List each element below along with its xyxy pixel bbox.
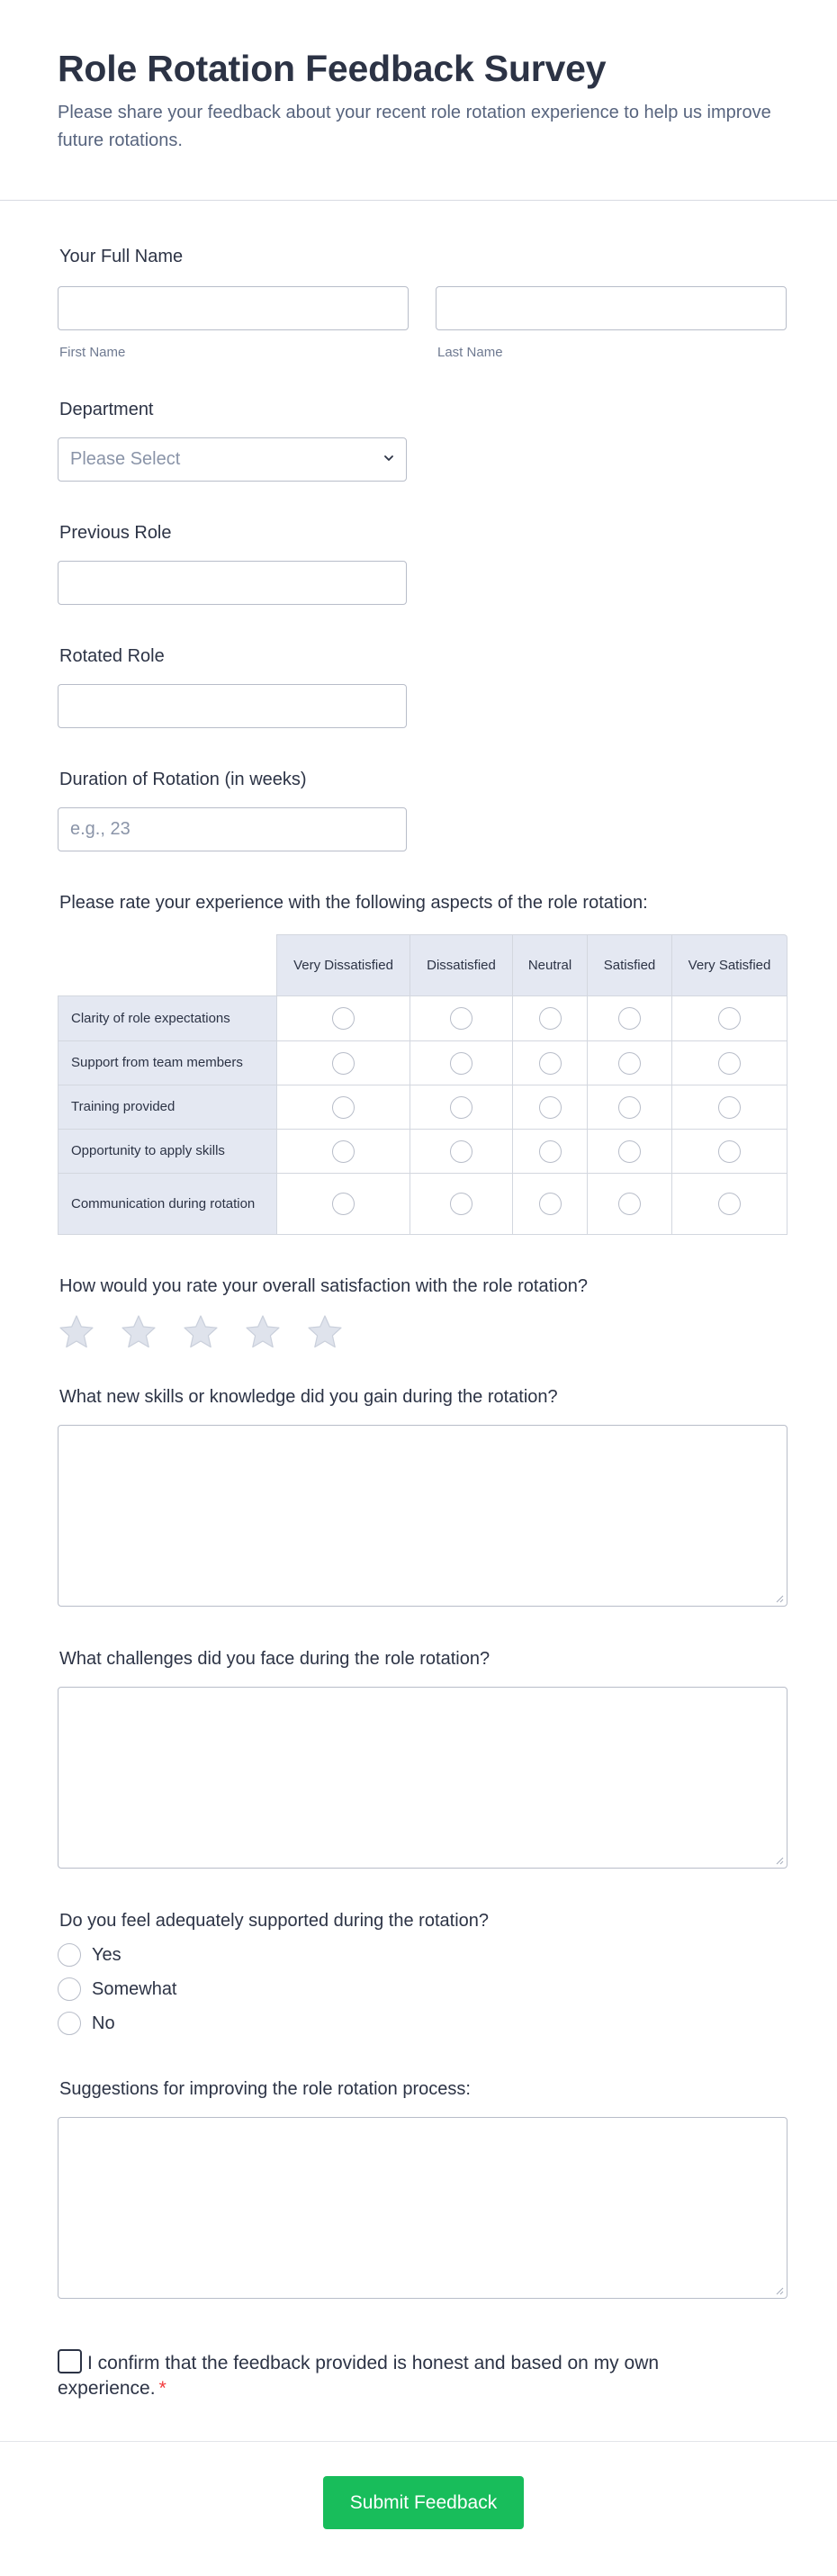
support-option-label: No bbox=[92, 2013, 115, 2033]
challenges-textarea[interactable] bbox=[58, 1687, 788, 1869]
last-name-sublabel: Last Name bbox=[437, 345, 503, 360]
matrix-radio[interactable] bbox=[332, 1007, 355, 1030]
department-select[interactable] bbox=[58, 437, 407, 482]
support-option-label: Somewhat bbox=[92, 1978, 177, 1999]
support-option-label: Yes bbox=[92, 1944, 122, 1965]
support-radio[interactable] bbox=[58, 2012, 81, 2035]
department-question bbox=[58, 398, 788, 482]
page-title: Role Rotation Feedback Survey bbox=[58, 48, 607, 89]
full-name-question bbox=[58, 245, 788, 360]
survey-form bbox=[0, 245, 837, 2401]
matrix-row bbox=[58, 1041, 788, 1085]
skills-label: What new skills or knowledge did you gain during the rotation? bbox=[59, 1387, 558, 1407]
matrix-radio[interactable] bbox=[718, 1140, 741, 1163]
support-label: Do you feel adequately supported during the rotation? bbox=[59, 1911, 490, 1931]
rotated-role-input[interactable] bbox=[58, 684, 407, 728]
matrix-radio[interactable] bbox=[332, 1096, 355, 1119]
form-header bbox=[0, 0, 837, 201]
matrix-row bbox=[58, 1130, 788, 1174]
confirm-row bbox=[58, 2349, 742, 2401]
matrix-row-label: Support from team members bbox=[58, 1041, 277, 1085]
previous-role-question bbox=[58, 521, 788, 605]
matrix-radio[interactable] bbox=[539, 1193, 562, 1215]
matrix-radio[interactable] bbox=[450, 1140, 472, 1163]
matrix-radio[interactable] bbox=[539, 1140, 562, 1163]
support-radio[interactable] bbox=[58, 1977, 81, 2001]
matrix-radio[interactable] bbox=[718, 1193, 741, 1215]
page-subtitle: Please share your feedback about your recent role rotation experience to help us improve future rotations. bbox=[58, 103, 771, 150]
matrix-column-header: Satisfied bbox=[588, 934, 672, 996]
suggestions-question bbox=[58, 2077, 788, 2299]
matrix-radio[interactable] bbox=[332, 1140, 355, 1163]
matrix-radio[interactable] bbox=[718, 1096, 741, 1119]
last-name-input[interactable] bbox=[436, 286, 787, 330]
matrix-row bbox=[58, 996, 788, 1041]
confirm-question bbox=[58, 2349, 742, 2401]
star-icon[interactable] bbox=[58, 1314, 94, 1350]
matrix-radio[interactable] bbox=[718, 1007, 741, 1030]
matrix-radio[interactable] bbox=[618, 1140, 641, 1163]
rating-matrix-question bbox=[58, 891, 788, 1235]
matrix-radio[interactable] bbox=[539, 1096, 562, 1119]
matrix-radio[interactable] bbox=[718, 1052, 741, 1075]
rotated-role-question bbox=[58, 644, 788, 728]
overall-rating-question bbox=[58, 1274, 788, 1350]
matrix-radio[interactable] bbox=[450, 1096, 472, 1119]
resize-grip-icon[interactable] bbox=[776, 2287, 784, 2295]
department-select-placeholder: Please Select bbox=[58, 437, 407, 482]
matrix-radio[interactable] bbox=[450, 1007, 472, 1030]
matrix-radio[interactable] bbox=[618, 1096, 641, 1119]
matrix-radio[interactable] bbox=[539, 1007, 562, 1030]
matrix-radio[interactable] bbox=[450, 1193, 472, 1215]
skills-question bbox=[58, 1385, 788, 1607]
first-name-sublabel: First Name bbox=[59, 345, 126, 360]
duration-label: Duration of Rotation (in weeks) bbox=[59, 770, 307, 789]
matrix-column-header: Very Satisfied bbox=[672, 934, 788, 996]
matrix-radio[interactable] bbox=[332, 1052, 355, 1075]
department-label: Department bbox=[59, 400, 154, 419]
first-name-input[interactable] bbox=[58, 286, 409, 330]
support-option[interactable] bbox=[58, 1943, 788, 1967]
resize-grip-icon[interactable] bbox=[776, 1857, 784, 1865]
rotated-role-label: Rotated Role bbox=[59, 646, 165, 666]
star-icon[interactable] bbox=[307, 1314, 343, 1350]
duration-question bbox=[58, 768, 788, 851]
matrix-column-header: Very Dissatisfied bbox=[277, 934, 410, 996]
duration-input[interactable]: e.g., 23 bbox=[58, 807, 407, 851]
matrix-row-label: Training provided bbox=[58, 1085, 277, 1130]
resize-grip-icon[interactable] bbox=[776, 1595, 784, 1603]
suggestions-textarea[interactable] bbox=[58, 2117, 788, 2299]
support-radio[interactable] bbox=[58, 1943, 81, 1967]
star-icon[interactable] bbox=[121, 1314, 157, 1350]
full-name-label: Your Full Name bbox=[59, 247, 184, 266]
matrix-radio[interactable] bbox=[618, 1193, 641, 1215]
chevron-down-icon bbox=[383, 453, 394, 464]
matrix-column-header: Dissatisfied bbox=[410, 934, 513, 996]
confirm-text: I confirm that the feedback provided is honest and based on my own experience. bbox=[58, 2353, 660, 2399]
matrix-row-label: Communication during rotation bbox=[58, 1174, 277, 1235]
overall-rating-label: How would you rate your overall satisfaction with the role rotation? bbox=[59, 1276, 588, 1296]
skills-textarea[interactable] bbox=[58, 1425, 788, 1607]
rating-matrix bbox=[58, 934, 788, 1235]
star-icon[interactable] bbox=[183, 1314, 219, 1350]
matrix-row-label: Clarity of role expectations bbox=[58, 996, 277, 1041]
suggestions-label: Suggestions for improving the role rotation process: bbox=[59, 2079, 471, 2099]
support-question bbox=[58, 1909, 788, 2035]
star-rating bbox=[58, 1314, 788, 1350]
matrix-row bbox=[58, 1174, 788, 1235]
form-footer bbox=[0, 2441, 837, 2513]
matrix-radio[interactable] bbox=[618, 1007, 641, 1030]
rating-matrix-label: Please rate your experience with the following aspects of the role rotation: bbox=[59, 893, 648, 913]
challenges-question bbox=[58, 1647, 788, 1869]
support-option[interactable] bbox=[58, 1977, 788, 2001]
star-icon[interactable] bbox=[245, 1314, 281, 1350]
required-mark: * bbox=[158, 2378, 166, 2399]
matrix-column-header: Neutral bbox=[513, 934, 588, 996]
matrix-radio[interactable] bbox=[539, 1052, 562, 1075]
matrix-row bbox=[58, 1085, 788, 1130]
matrix-radio[interactable] bbox=[332, 1193, 355, 1215]
submit-button[interactable]: Submit Feedback bbox=[323, 2476, 524, 2529]
previous-role-label: Previous Role bbox=[59, 523, 172, 543]
support-option[interactable] bbox=[58, 2012, 788, 2035]
matrix-radio[interactable] bbox=[450, 1052, 472, 1075]
previous-role-input[interactable] bbox=[58, 561, 407, 605]
matrix-row-label: Opportunity to apply skills bbox=[58, 1130, 277, 1174]
matrix-radio[interactable] bbox=[618, 1052, 641, 1075]
challenges-label: What challenges did you face during the role rotation? bbox=[59, 1649, 490, 1669]
matrix-corner bbox=[58, 934, 277, 996]
confirm-checkbox[interactable] bbox=[58, 2349, 82, 2373]
